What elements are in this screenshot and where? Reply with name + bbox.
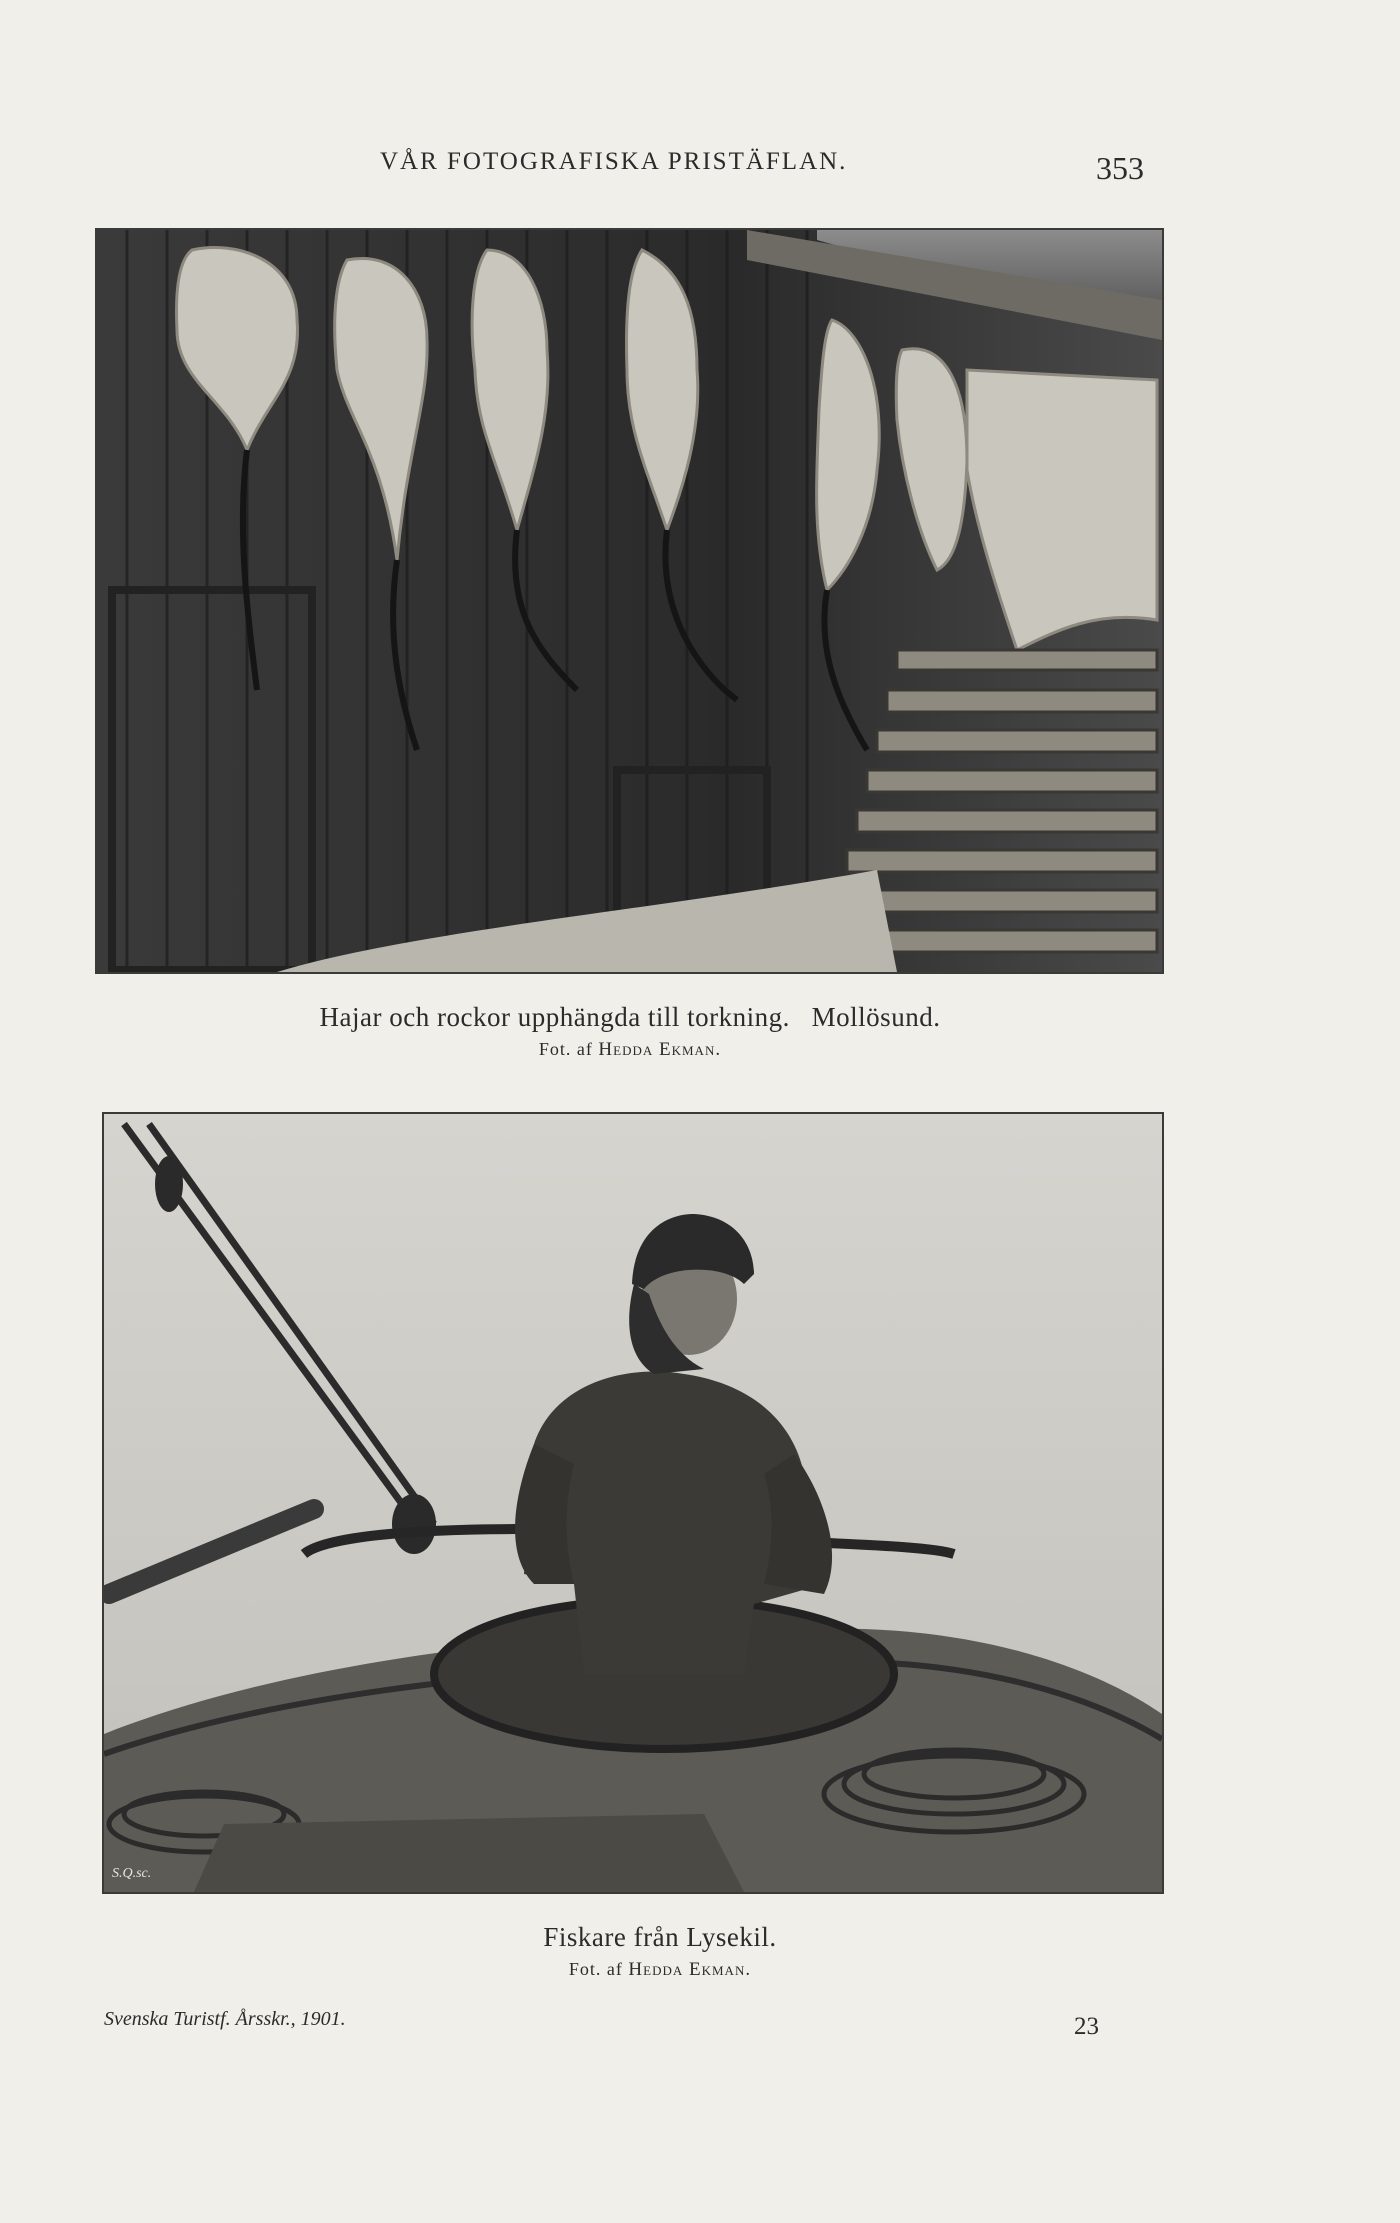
photo-drying-sharks-rays xyxy=(95,228,1164,974)
photo-fisherman-lysekil xyxy=(102,1112,1164,1894)
running-title: VÅR FOTOGRAFISKA PRISTÄFLAN. xyxy=(380,148,848,175)
caption-plate-2-credit xyxy=(440,1959,880,1981)
caption-plate-1-title: Hajar och rockor upphängda till torkning. Mollösund. xyxy=(319,1002,941,1032)
photographer-name: Hedda Ekman. xyxy=(628,1959,752,1980)
photo-drying-sharks-rays-image xyxy=(97,230,1162,972)
photo-fisherman-lysekil-image xyxy=(104,1114,1162,1892)
page-number: 353 xyxy=(1096,150,1144,186)
footer-source: Svenska Turistf. Årsskr., 1901. xyxy=(104,2008,346,2030)
photographer-name: Hedda Ekman. xyxy=(598,1039,722,1060)
credit-prefix: Fot. af xyxy=(538,1039,593,1059)
credit-prefix: Fot. af xyxy=(568,1959,623,1979)
engraver-signature: S.Q.sc. xyxy=(112,1866,152,1881)
caption-plate-2 xyxy=(440,1922,880,1981)
caption-plate-1-credit xyxy=(240,1039,1020,1061)
caption-plate-1 xyxy=(240,1002,1020,1061)
sheet-signature: 23 xyxy=(1074,2013,1099,2040)
caption-plate-2-title: Fiskare från Lysekil. xyxy=(543,1922,777,1952)
